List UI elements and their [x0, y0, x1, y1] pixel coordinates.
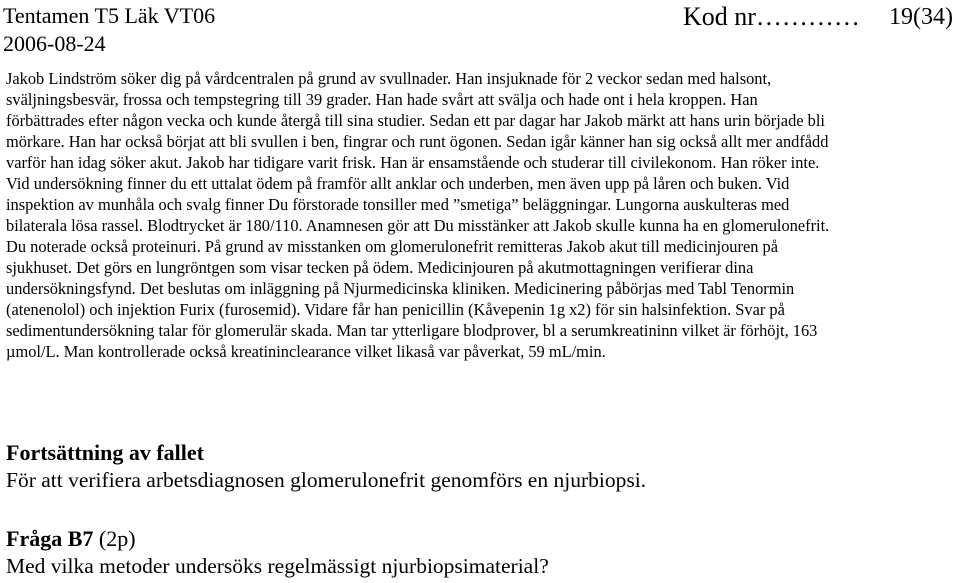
page-number: 19(34) [889, 4, 953, 30]
code-number-field: Kod nr………… [683, 2, 860, 31]
continuation-heading: Fortsättning av fallet [6, 440, 204, 465]
exam-date: 2006-08-24 [3, 31, 106, 56]
exam-title: Tentamen T5 Läk VT06 [3, 3, 216, 28]
question-heading [6, 526, 136, 552]
continuation-text: För att verifiera arbetsdiagnosen glomerulonefrit genomförs en njurbiopsi. [6, 468, 647, 492]
question-text: Med vilka metoder undersöks regelmässigt njurbiopsimaterial? [6, 554, 549, 578]
page-header [3, 3, 953, 59]
question-points: (2p) [93, 526, 136, 551]
case-description: Jakob Lindström söker dig på vårdcentralen på grund av svullnader. Han insjuknade för 2 veckor sedan med halsont, sväljningsbesvär, frossa och tempstegring till 39 grader. Han hade svårt att svälja och hade ont i hela kroppen. Han förbättrades efter någon vecka och kunde återgå till sina studier. Sedan ett par dagar har Jakob märkt att hans urin började bli mörkare. Han har också börjat att bli svullen i ben, fingrar och runt ögonen. Sedan igår känner han sig också allt mer andfådd varför han idag söker akut. Jakob har tidigare varit frisk. Han är ensamstående och studerar till civilekonom. Han röker inte. Vid undersökning finner du ett uttalat ödem på framför allt anklar och underben, men även upp på låren och buken. Vid inspektion av munhåla och svalg finner Du förstorade tonsiller med ”smetiga” beläggningar. Lungorna auskulteras med bilaterala lösa rassel. Blodtrycket är 180/110. Anamnesen gör att Du misstänker att Jakob skulle kunna ha en glomerulonefrit. Du noterade också proteinuri. På grund av misstanken om glomerulonefrit remitteras Jakob akut till medicinjouren på sjukhuset. Det görs en lungröntgen som visar tecken på ödem. Medicinjouren på akutmottagningen verifierar dina undersökningsfynd. Det beslutas om inläggning på Njurmedicinska kliniken. Medicinering påbörjas med Tabl Tenormin (atenenolol) och injektion Furix (furosemid). Vidare får han penicillin (Kåvepenin 1g x2) för sin halsinfektion. Svar på sedimentundersökning talar för glomerulär skada. Man tar ytterligare blodprover, bl a serumkreatininn vilket är förhöjt, 163 µmol/L. Man kontrollerade också kreatininclearance vilket likaså var påverkat, 59 mL/min. [6, 69, 830, 361]
question-label: Fråga B7 [6, 526, 94, 551]
